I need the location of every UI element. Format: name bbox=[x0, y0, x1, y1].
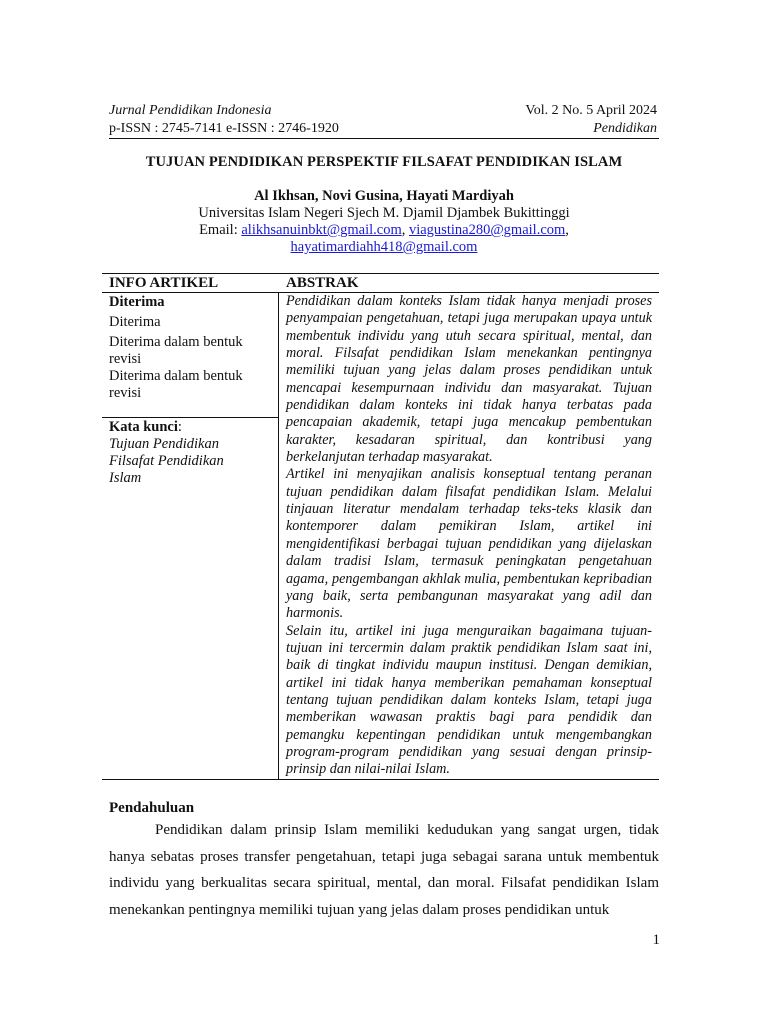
journal-name: Jurnal Pendidikan Indonesia bbox=[109, 103, 272, 118]
received-line: Diterima dalam bentuk revisi bbox=[109, 334, 243, 367]
email-link-3[interactable]: hayatimardiahh418@gmail.com bbox=[290, 239, 478, 255]
keyword: Filsafat Pendidikan bbox=[109, 453, 224, 469]
abstract-paragraph: Pendidikan dalam konteks Islam tidak hanya menjadi proses penyampaian pengetahuan, tetapi juga merupakan upaya untuk membentuk individu yang utuh secara spiritual, mental, dan moral. Filsafat pendidikan Islam menekankan pentingnya memiliki tujuan yang jelas dalam proses pendidikan untuk mencapai kesempurnaan individu dan masyarakat. Tujuan pendidikan dalam konteks ini tidak hanya terbatas pada pencapaian akademik, tetapi juga mencakup pembentukan karakter, kesadaran spiritual, dan kontribusi yang berkelanjutan terhadap masyarakat. bbox=[286, 293, 652, 466]
keywords-heading: Kata kunci bbox=[109, 419, 178, 435]
page-number: 1 bbox=[652, 932, 660, 948]
received-info bbox=[109, 294, 277, 402]
header-divider bbox=[109, 138, 659, 139]
keyword: Tujuan Pendidikan bbox=[109, 436, 219, 452]
keywords-info bbox=[109, 419, 277, 487]
email-link-1[interactable]: alikhsanuinbkt@gmail.com bbox=[241, 222, 402, 238]
received-line: Diterima dalam bentuk revisi bbox=[109, 368, 243, 401]
email-separator: , bbox=[401, 222, 409, 238]
received-heading: Diterima bbox=[109, 294, 165, 310]
keywords-heading-line bbox=[109, 419, 277, 436]
issn-info: p-ISSN : 2745-7141 e-ISSN : 2746-1920 bbox=[109, 121, 339, 136]
table-column-divider bbox=[278, 293, 279, 779]
email-separator: , bbox=[565, 222, 569, 238]
table-bottom-rule bbox=[102, 779, 659, 780]
section-name: Pendidikan bbox=[593, 121, 657, 136]
abstract-heading: ABSTRAK bbox=[286, 275, 359, 291]
email-label: Email: bbox=[199, 222, 242, 238]
volume-info: Vol. 2 No. 5 April 2024 bbox=[525, 103, 657, 118]
article-title: TUJUAN PENDIDIKAN PERSPEKTIF FILSAFAT PENDIDIKAN ISLAM bbox=[145, 154, 623, 170]
abstract-paragraph: Artikel ini menyajikan analisis konseptual tentang peranan tujuan pendidikan dalam filsafat pendidikan Islam. Melalui tinjauan literatur mendalam terhadap teks-teks klasik dan kontemporer dalam pemikiran Islam, artikel ini mengidentifikasi berbagai tujuan pendidikan yang dijelaskan dalam tradisi Islam, termasuk peningkatan pengetahuan agama, pengembangan akhlak mulia, pembentukan kepribadian yang baik, serta pembangunan masyarakat yang adil dan harmonis. bbox=[286, 466, 652, 622]
running-header-bottom bbox=[109, 120, 657, 138]
info-divider-rule bbox=[102, 417, 278, 418]
abstract-paragraph: Selain itu, artikel ini juga menguraikan bagaimana tujuan-tujuan ini tercermin dalam praktik pendidikan Islam saat ini, baik di tingkat individu maupun institusi. Dengan demikian, artikel ini tidak hanya memberikan pemahaman konseptual tentang tujuan pendidikan dalam konteks Islam, tetapi juga memberikan wawasan praktis bagi para pendidik dan pemangku kepentingan pendidikan untuk mengembangkan program-program pendidikan yang sesuai dengan prinsip-prinsip dan nilai-nilai Islam. bbox=[286, 622, 652, 778]
info-heading: INFO ARTIKEL bbox=[109, 275, 219, 291]
received-line: Diterima bbox=[109, 314, 161, 330]
abstract-body bbox=[286, 293, 652, 779]
author-affiliation: Universitas Islam Negeri Sjech M. Djamil Djambek Bukittinggi bbox=[198, 205, 570, 221]
section-heading: Pendahuluan bbox=[109, 800, 195, 816]
article-authors: Al Ikhsan, Novi Gusina, Hayati Mardiyah bbox=[254, 188, 514, 204]
email-link-2[interactable]: viagustina280@gmail.com bbox=[408, 222, 566, 238]
keywords-colon: : bbox=[177, 419, 182, 435]
keyword: Islam bbox=[109, 470, 142, 486]
body-paragraph: Pendidikan dalam prinsip Islam memiliki kedudukan yang sangat urgen, tidak hanya sebatas proses transfer pengetahuan, tetapi juga sebagai sarana untuk membentuk individu yang berkualitas secara spiritual, mental, dan moral. Filsafat pendidikan Islam menekankan pentingnya memiliki tujuan yang jelas dalam proses pendidikan untuk bbox=[109, 822, 659, 918]
author-emails bbox=[90, 222, 678, 256]
running-header-top bbox=[109, 102, 657, 120]
